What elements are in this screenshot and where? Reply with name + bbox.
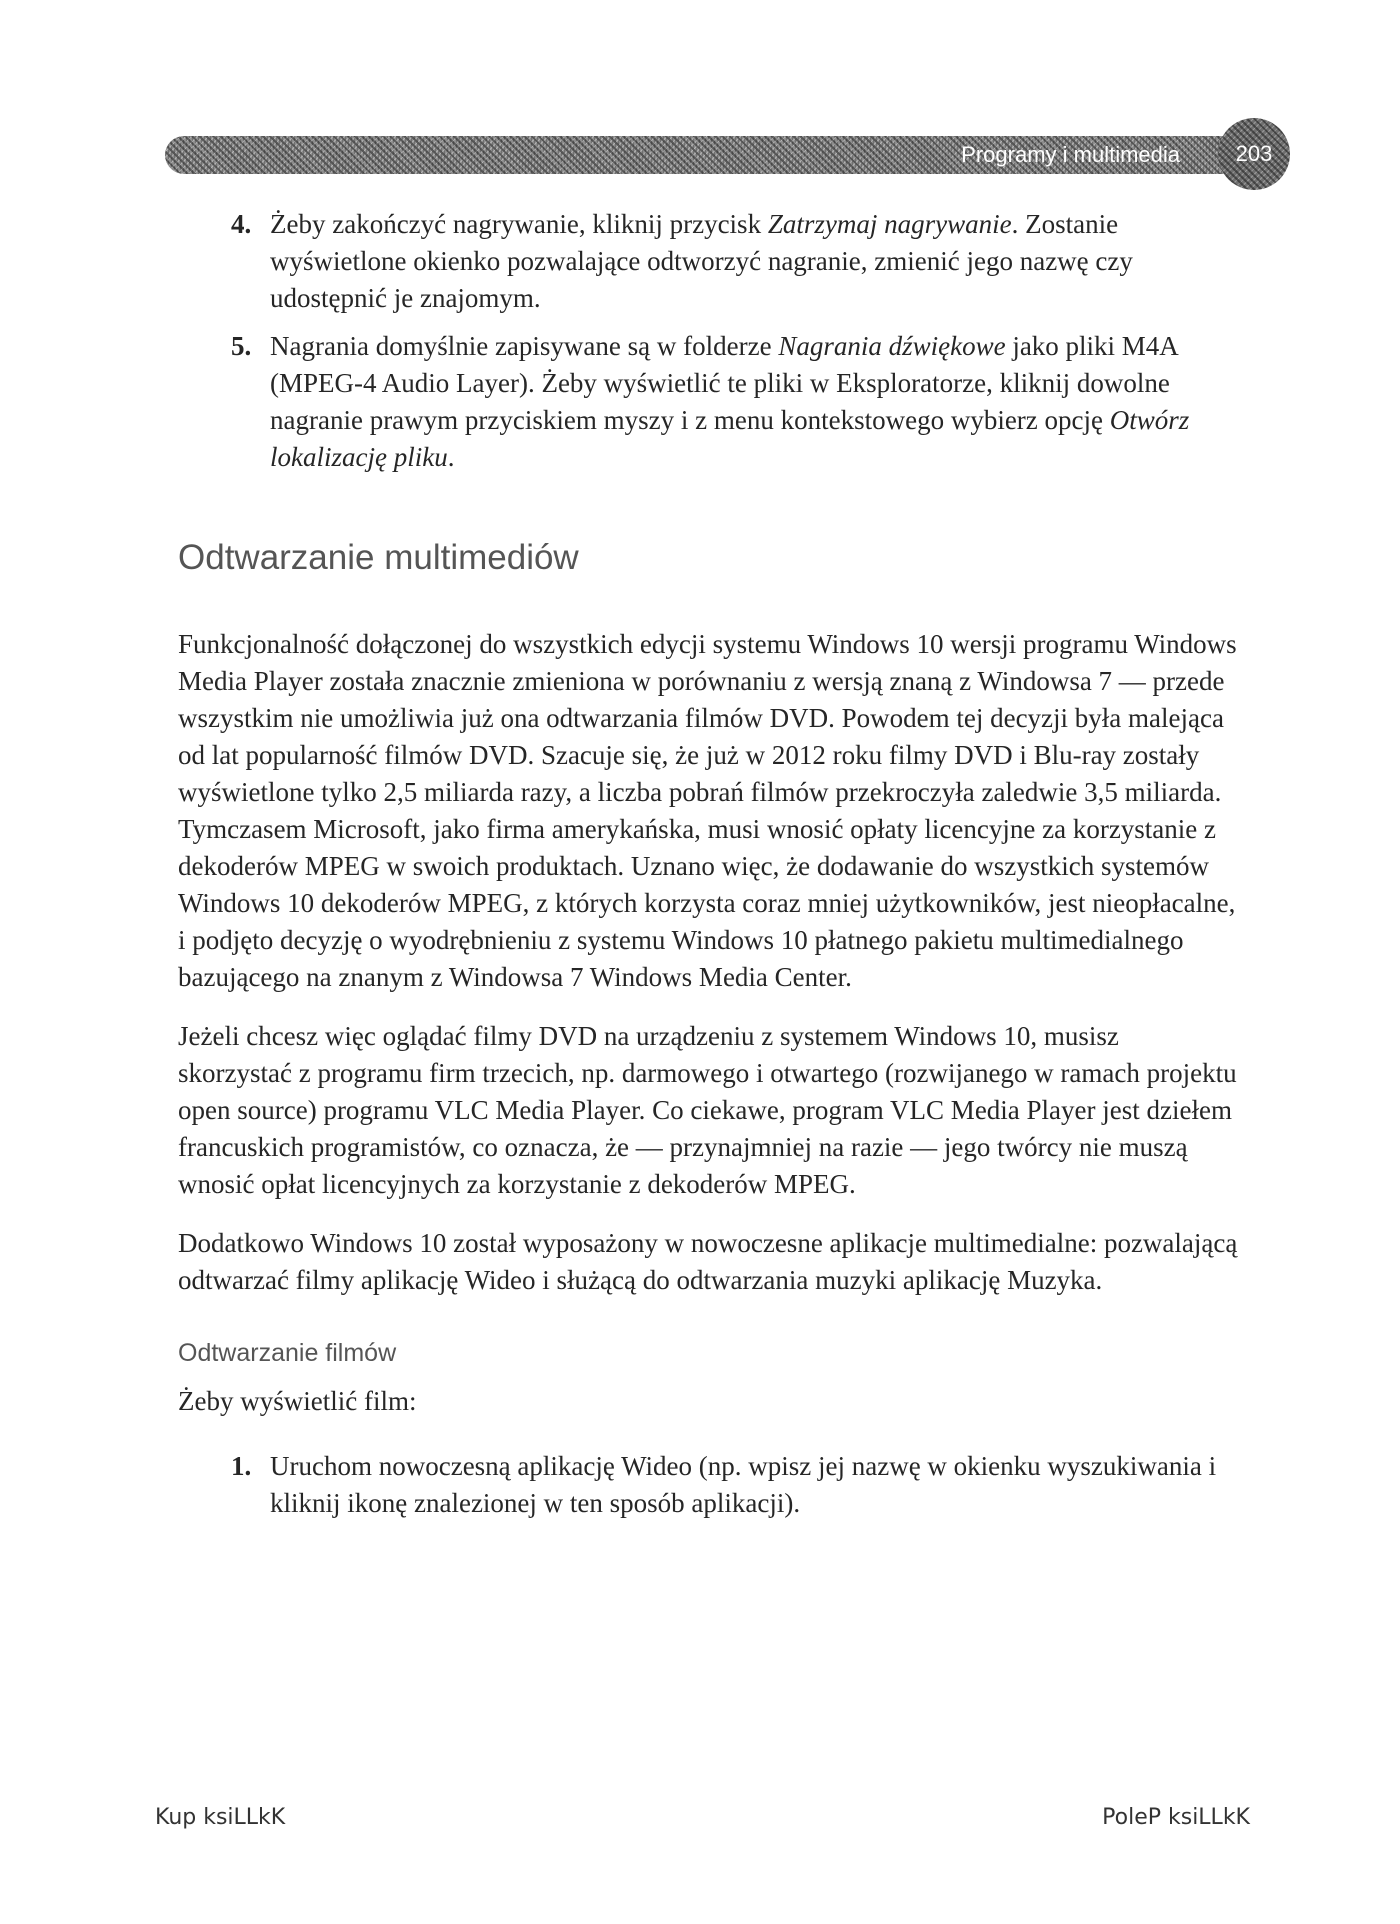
- page-number-badge: [1218, 118, 1290, 190]
- numbered-list-top: [178, 206, 1238, 476]
- list-number: 1.: [231, 1451, 252, 1481]
- list-number: 4.: [231, 209, 252, 239]
- running-header-title: Programy i multimedia: [961, 142, 1180, 167]
- intro-text: Żeby wyświetlić film:: [178, 1386, 417, 1416]
- list-text: . Zostanie wyświetlone okienko pozwalające odtworzyć nagranie, zmienić jego nazwę czy udostępnić je znajomym.: [270, 209, 1133, 313]
- emphasis-text: Nagrania dźwiękowe: [778, 331, 1006, 361]
- list-item: [178, 328, 1238, 476]
- list-item: [178, 206, 1238, 317]
- list-item: [178, 1448, 1238, 1522]
- emphasis-text: Zatrzymaj nagrywanie: [767, 209, 1012, 239]
- subsection-heading: Odtwarzanie filmów: [178, 1339, 397, 1367]
- paragraph: Dodatkowo Windows 10 został wyposażony w nowoczesne aplikacje multimedialne: pozwalającą odtwarzać filmy aplikację Wideo i służącą do odtwarzania muzyki aplikację Muzyka.: [178, 1228, 1238, 1295]
- page-number: 203: [1235, 141, 1273, 166]
- list-number: 5.: [231, 331, 252, 361]
- header-bar: [165, 136, 1275, 174]
- page-content: [178, 206, 1238, 1522]
- list-text: .: [447, 442, 455, 472]
- footer-right-link[interactable]: PoleP ksiLLkK: [1102, 1805, 1250, 1830]
- footer-left-link[interactable]: Kup ksiLLkK: [155, 1805, 286, 1830]
- list-text: jako pliki M4A (MPEG-4 Audio Layer). Żeby wyświetlić te pliki w Eksploratorze, kliknij dowolne nagranie prawym przyciskiem myszy i z menu kontekstowego wybierz opcję: [270, 331, 1178, 435]
- list-text: Żeby zakończyć nagrywanie, kliknij przycisk: [270, 209, 768, 239]
- section-heading: Odtwarzanie multimediów: [178, 538, 579, 577]
- numbered-list-bottom: [178, 1448, 1238, 1522]
- list-text: Uruchom nowoczesną aplikację Wideo (np. wpisz jej nazwę w okienku wyszukiwania i kliknij ikonę znalezionej w ten sposób aplikacji).: [270, 1451, 1217, 1518]
- paragraph: Funkcjonalność dołączonej do wszystkich edycji systemu Windows 10 wersji programu Windows Media Player została znacznie zmieniona w porównaniu z wersją znaną z Windowsa 7 — przede wszystkim nie umożliwia już ona odtwarzania filmów DVD. Powodem tej decyzji była malejąca od lat popularność filmów DVD. Szacuje się, że już w 2012 roku filmy DVD i Blu-ray zostały wyświetlone tylko 2,5 miliarda razy, a liczba pobrań filmów przekroczyła zaledwie 3,5 miliarda. Tymczasem Microsoft, jako firma amerykańska, musi wnosić opłaty licencyjne za korzystanie z dekoderów MPEG w swoich produktach. Uznano więc, że dodawanie do wszystkich systemów Windows 10 dekoderów MPEG, z których korzysta coraz mniej użytkowników, jest nieopłacalne, i podjęto decyzję o wyodrębnieniu z systemu Windows 10 płatnego pakietu multimedialnego bazującego na znanym z Windowsa 7 Windows Media Center.: [178, 629, 1237, 992]
- paragraph: Jeżeli chcesz więc oglądać filmy DVD na urządzeniu z systemem Windows 10, musisz skorzystać z programu firm trzecich, np. darmowego i otwartego (rozwijanego w ramach projektu open source) programu VLC Media Player. Co ciekawe, program VLC Media Player jest dziełem francuskich programistów, co oznacza, że — przynajmniej na razie — jego twórcy nie muszą wnosić opłat licencyjnych za korzystanie z dekoderów MPEG.: [178, 1021, 1237, 1199]
- emphasis-text: Otwórz lokalizację pliku: [270, 405, 1190, 472]
- list-text: Nagrania domyślnie zapisywane są w folderze: [270, 331, 779, 361]
